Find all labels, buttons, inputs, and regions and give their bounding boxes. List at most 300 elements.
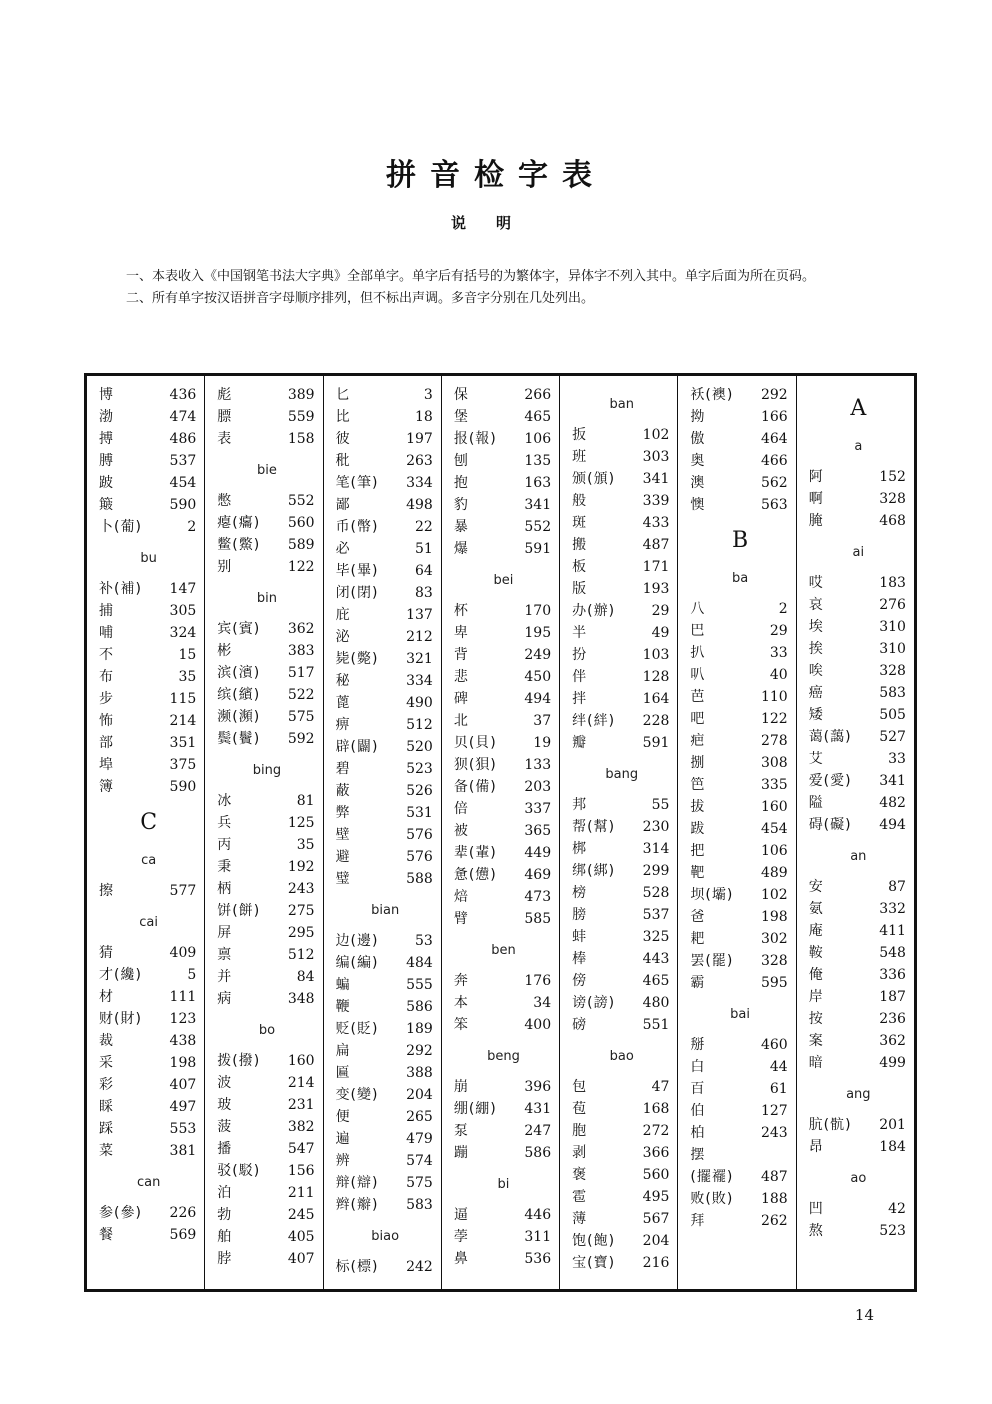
alphabet-letter-header: B [731,528,749,553]
index-entry [217,944,316,966]
entry-page-number: 512 [287,947,315,963]
index-entry [336,780,435,802]
index-entry [809,616,908,638]
index-entry [809,660,908,682]
entry-page-number: 591 [524,541,552,557]
entry-character: 饱(飽) [572,1233,616,1249]
index-entry [336,1150,435,1172]
index-entry [572,534,671,556]
entry-page-number: 183 [879,575,906,591]
entry-character: 傲 [690,431,706,447]
entry-character: 奥 [690,453,706,469]
index-entry [336,868,435,890]
entry-page-number: 526 [406,783,433,799]
entry-page-number: 339 [642,493,670,509]
entry-page-number: 528 [642,885,670,901]
entry-character: 泊 [217,1185,233,1201]
index-entry [454,516,553,538]
entry-character: 绊(絆) [572,713,616,729]
entry-page-number: 332 [879,901,906,917]
entry-character: 璧 [335,871,351,887]
entry-character: 坝(壩) [690,887,734,903]
index-entry [690,928,789,950]
entry-character: 闭(閉) [335,585,379,601]
entry-page-number: 523 [406,761,433,777]
entry-page-number: 310 [879,619,906,635]
entry-page-number: 567 [642,1211,670,1227]
entry-character: 蚌 [572,929,588,945]
pinyin-syllable-header: ben [491,943,516,958]
entry-page-number: 163 [524,475,552,491]
index-entry [572,688,671,710]
index-entry [572,468,671,490]
entry-page-number: 559 [287,409,315,425]
entry-character: 凹 [808,1201,824,1217]
entry-page-number: 295 [287,925,315,941]
entry-character: 饼(餅) [217,903,261,919]
index-entry [99,622,198,644]
entry-page-number: 324 [169,625,197,641]
index-entry [572,710,671,732]
pinyin-syllable-header: an [850,849,867,864]
index-entry [336,626,435,648]
entry-page-number: 106 [760,843,788,859]
index-entry [809,488,908,510]
entry-character: 秉 [217,859,233,875]
entry-page-number: 81 [296,793,315,809]
index-entry [572,816,671,838]
index-entry [336,428,435,450]
index-entry [809,876,908,898]
entry-character: 彬 [217,643,233,659]
entry-character: 贬(貶) [335,1021,379,1037]
entry-page-number: 272 [642,1123,670,1139]
entry-character: 爱(愛) [808,773,852,789]
index-entry [572,970,671,992]
entry-page-number: 198 [760,909,788,925]
entry-page-number: 102 [760,887,788,903]
entry-page-number: 230 [642,819,670,835]
entry-page-number: 468 [879,513,906,529]
alphabet-letter-header: A [850,396,867,421]
index-entry [99,428,198,450]
index-entry [809,1198,908,1220]
entry-character: 梆 [572,841,588,857]
index-entry [809,704,908,726]
index-entry [809,748,908,770]
entry-page-number: 123 [169,1011,197,1027]
entry-character: (擺襬) [690,1169,734,1185]
entry-character: 表 [217,431,233,447]
entry-character: 靶 [690,865,706,881]
index-entry [572,1120,671,1142]
entry-character: 菠 [217,1119,233,1135]
entry-page-number: 292 [406,1043,433,1059]
entry-page-number: 486 [169,431,197,447]
entry-character: 蔽 [335,783,351,799]
entry-character: 搬 [572,537,588,553]
index-entry [572,1142,671,1164]
entry-character: 弊 [335,805,351,821]
entry-page-number: 484 [406,955,433,971]
index-entry [217,1204,316,1226]
entry-character: 颁(頒) [572,471,616,487]
index-entry [336,582,435,604]
entry-character: 绷(綳) [453,1101,497,1117]
entry-page-number: 19 [533,735,552,751]
entry-character: 哺 [99,625,114,641]
index-entry [217,1138,316,1160]
index-entry [454,428,553,450]
entry-page-number: 334 [406,673,433,689]
entry-page-number: 575 [406,1175,433,1191]
entry-character: 笔(筆) [335,475,379,491]
index-entry [690,384,789,406]
entry-character: 爸 [690,909,706,925]
entry-character: 暴 [453,519,469,535]
entry-page-number: 314 [642,841,670,857]
entry-character: 辩(辯) [335,1175,379,1191]
entry-page-number: 212 [406,629,433,645]
entry-character: 北 [453,713,469,729]
entry-page-number: 122 [760,711,788,727]
entry-character: 磅 [572,1017,588,1033]
entry-page-number: 171 [642,559,670,575]
entry-character: 步 [99,691,114,707]
index-entry [217,406,316,428]
entry-page-number: 575 [287,709,315,725]
index-entry [99,578,198,600]
entry-page-number: 197 [406,431,433,447]
entry-character: 禀 [217,947,233,963]
entry-page-number: 303 [642,449,670,465]
entry-character: 臂 [453,911,469,927]
pinyin-syllable-header: bian [371,903,400,918]
entry-character: 巴 [690,623,706,639]
entry-page-number: 103 [642,647,670,663]
entry-page-number: 51 [415,541,433,557]
entry-page-number: 49 [651,625,670,641]
index-entry [217,790,316,812]
entry-page-number: 389 [287,387,315,403]
index-entry [690,708,789,730]
entry-page-number: 341 [642,471,670,487]
entry-character: 拌 [572,691,588,707]
entry-page-number: 536 [524,1251,552,1267]
index-entry [99,600,198,622]
pinyin-syllable-header: ao [850,1171,867,1186]
entry-page-number: 407 [287,1251,315,1267]
index-entry [336,406,435,428]
index-column [324,376,442,1289]
entry-page-number: 2 [187,519,197,535]
index-entry [690,1078,789,1100]
entry-page-number: 211 [287,1185,315,1201]
entry-character: 案 [808,1033,824,1049]
entry-page-number: 2 [778,601,788,617]
index-entry [809,1114,908,1136]
entry-page-number: 337 [524,801,552,817]
index-entry [572,732,671,754]
entry-character: 鞭 [335,999,351,1015]
entry-page-number: 586 [406,999,433,1015]
entry-character: 彪 [217,387,233,403]
entry-character: 簿 [99,779,114,795]
entry-character: 播 [217,1141,233,1157]
entry-character: 壁 [335,827,351,843]
entry-character: 绑(綁) [572,863,616,879]
index-entry [336,516,435,538]
index-entry [690,1100,789,1122]
entry-character: 悲 [453,669,469,685]
index-entry [572,794,671,816]
index-entry [336,974,435,996]
entry-page-number: 411 [879,923,906,939]
entry-page-number: 84 [296,969,315,985]
entry-character: 扳 [572,427,588,443]
entry-page-number: 64 [415,563,433,579]
entry-character: 兵 [217,815,233,831]
entry-character: 滨(濱) [217,665,261,681]
entry-page-number: 396 [524,1079,552,1095]
pinyin-syllable-header: bei [493,573,514,588]
entry-character: 怖 [99,713,114,729]
entry-page-number: 29 [769,623,788,639]
entry-page-number: 583 [879,685,906,701]
pinyin-syllable-header: bi [497,1177,510,1192]
entry-character: 胞 [572,1123,588,1139]
entry-character: 瓣 [572,735,588,751]
index-entry [454,732,553,754]
entry-character: 搏 [99,431,114,447]
entry-page-number: 505 [879,707,906,723]
index-entry [690,450,789,472]
index-entry [690,730,789,752]
entry-character: 隘 [808,795,824,811]
pinyin-syllable-header: bu [140,551,157,566]
entry-character: 狈(狽) [453,757,497,773]
entry-page-number: 560 [287,515,315,531]
index-entry [217,428,316,450]
index-entry [99,710,198,732]
entry-page-number: 588 [406,871,433,887]
index-entry [690,620,789,642]
entry-character: 褒 [572,1167,588,1183]
entry-character: 擦 [99,883,114,899]
index-entry [99,1074,198,1096]
entry-character: 辟(闢) [335,739,379,755]
entry-page-number: 247 [524,1123,552,1139]
entry-page-number: 35 [178,669,197,685]
index-entry [572,1186,671,1208]
entry-character: 榜 [572,885,588,901]
entry-character: 版 [572,581,588,597]
index-entry [809,1136,908,1158]
entry-character: 边(邊) [335,933,379,949]
entry-character: 氨 [808,901,824,917]
index-entry [454,908,553,930]
index-entry [690,428,789,450]
index-entry [809,814,908,836]
entry-page-number: 87 [888,879,906,895]
entry-page-number: 192 [287,859,315,875]
index-entry [572,512,671,534]
index-entry [99,880,198,902]
entry-character: 丙 [217,837,233,853]
index-entry [454,886,553,908]
section-subtitle: 说明 [450,214,541,232]
index-entry [454,600,553,622]
entry-page-number: 591 [642,735,670,751]
entry-character: 拔 [690,799,706,815]
entry-character: 摆 [690,1147,706,1163]
index-entry [572,904,671,926]
index-entry [99,1118,198,1140]
entry-page-number: 166 [760,409,788,425]
entry-page-number: 226 [169,1205,197,1221]
index-entry [454,494,553,516]
index-entry [690,598,789,620]
index-entry [336,670,435,692]
index-entry [336,1018,435,1040]
entry-character: 碑 [453,691,469,707]
pinyin-syllable-header: ba [731,571,749,586]
index-entry [217,662,316,684]
entry-page-number: 590 [169,779,197,795]
entry-page-number: 236 [879,1011,906,1027]
entry-character: 缤(繽) [217,687,261,703]
entry-page-number: 195 [524,625,552,641]
index-entry [99,688,198,710]
entry-character: 鞍 [808,945,824,961]
entry-page-number: 548 [879,945,906,961]
entry-page-number: 128 [642,669,670,685]
entry-page-number: 474 [169,409,197,425]
pinyin-syllable-header: ai [852,545,865,560]
index-entry [572,600,671,622]
entry-character: 扒 [690,645,706,661]
index-entry [99,754,198,776]
index-entry [454,406,553,428]
index-entry [336,736,435,758]
index-entry [336,1128,435,1150]
index-entry [454,472,553,494]
entry-page-number: 498 [406,497,433,513]
index-entry [572,1014,671,1036]
entry-page-number: 111 [169,989,197,1005]
entry-page-number: 321 [406,651,433,667]
entry-character: 碧 [335,761,351,777]
entry-page-number: 266 [524,387,552,403]
entry-page-number: 61 [769,1081,788,1097]
entry-character: 惫(憊) [453,867,497,883]
note-paragraph: 二、所有单字按汉语拼音字母顺序排列，但不标出声调。多音字分别在几处列出。 [126,291,595,306]
entry-character: 被 [453,823,469,839]
entry-character: 痹 [335,717,351,733]
entry-page-number: 341 [524,497,552,513]
entry-page-number: 168 [642,1101,670,1117]
index-entry [217,684,316,706]
entry-character: 霸 [690,975,706,991]
entry-character: 餐 [99,1227,114,1243]
entry-page-number: 409 [169,945,197,961]
entry-page-number: 311 [524,1229,552,1245]
entry-character: 泵 [453,1123,469,1139]
index-column [87,376,205,1289]
index-entry [99,986,198,1008]
entry-character: 报(報) [453,431,497,447]
entry-character: 邦 [572,797,588,813]
entry-character: 备(備) [453,779,497,795]
entry-character: 猜 [99,945,114,961]
entry-character: 癌 [808,685,824,701]
index-entry [690,642,789,664]
entry-character: 八 [690,601,706,617]
entry-page-number: 537 [169,453,197,469]
entry-character: 踩 [99,1121,114,1137]
entry-character: 罢(罷) [690,953,734,969]
entry-page-number: 562 [760,475,788,491]
index-entry [99,732,198,754]
entry-character: 岸 [808,989,824,1005]
entry-character: 拗 [690,409,706,425]
entry-page-number: 495 [642,1189,670,1205]
entry-page-number: 499 [879,1055,906,1071]
entry-page-number: 433 [642,515,670,531]
entry-page-number: 176 [524,973,552,989]
entry-character: 柄 [217,881,233,897]
entry-page-number: 308 [760,755,788,771]
index-entry [690,686,789,708]
entry-page-number: 487 [642,537,670,553]
index-entry [690,774,789,796]
index-entry [217,534,316,556]
entry-character: 鬓(鬢) [217,731,261,747]
entry-character: 半 [572,625,588,641]
entry-page-number: 537 [642,907,670,923]
index-entry [454,1120,553,1142]
entry-page-number: 83 [415,585,433,601]
entry-character: 辨 [335,1153,351,1169]
index-entry [336,494,435,516]
entry-character: 别 [217,559,233,575]
entry-page-number: 35 [296,837,315,853]
entry-page-number: 336 [879,967,906,983]
entry-page-number: 204 [642,1233,670,1249]
index-entry [217,1094,316,1116]
index-entry [217,618,316,640]
entry-page-number: 204 [406,1087,433,1103]
index-entry [572,1164,671,1186]
pinyin-syllable-header: bin [256,591,277,606]
entry-page-number: 328 [879,663,906,679]
index-entry [99,406,198,428]
entry-character: 泌 [335,629,351,645]
entry-page-number: 278 [760,733,788,749]
index-entry [690,1188,789,1210]
index-entry [336,1040,435,1062]
index-entry [99,776,198,798]
entry-character: 挨 [808,641,824,657]
entry-page-number: 590 [169,497,197,513]
entry-page-number: 156 [287,1163,315,1179]
entry-character: 标(標) [335,1259,379,1275]
entry-character: 帮(幫) [572,819,616,835]
entry-page-number: 490 [406,695,433,711]
entry-page-number: 334 [406,475,433,491]
entry-character: 拜 [690,1213,706,1229]
entry-page-number: 362 [287,621,315,637]
